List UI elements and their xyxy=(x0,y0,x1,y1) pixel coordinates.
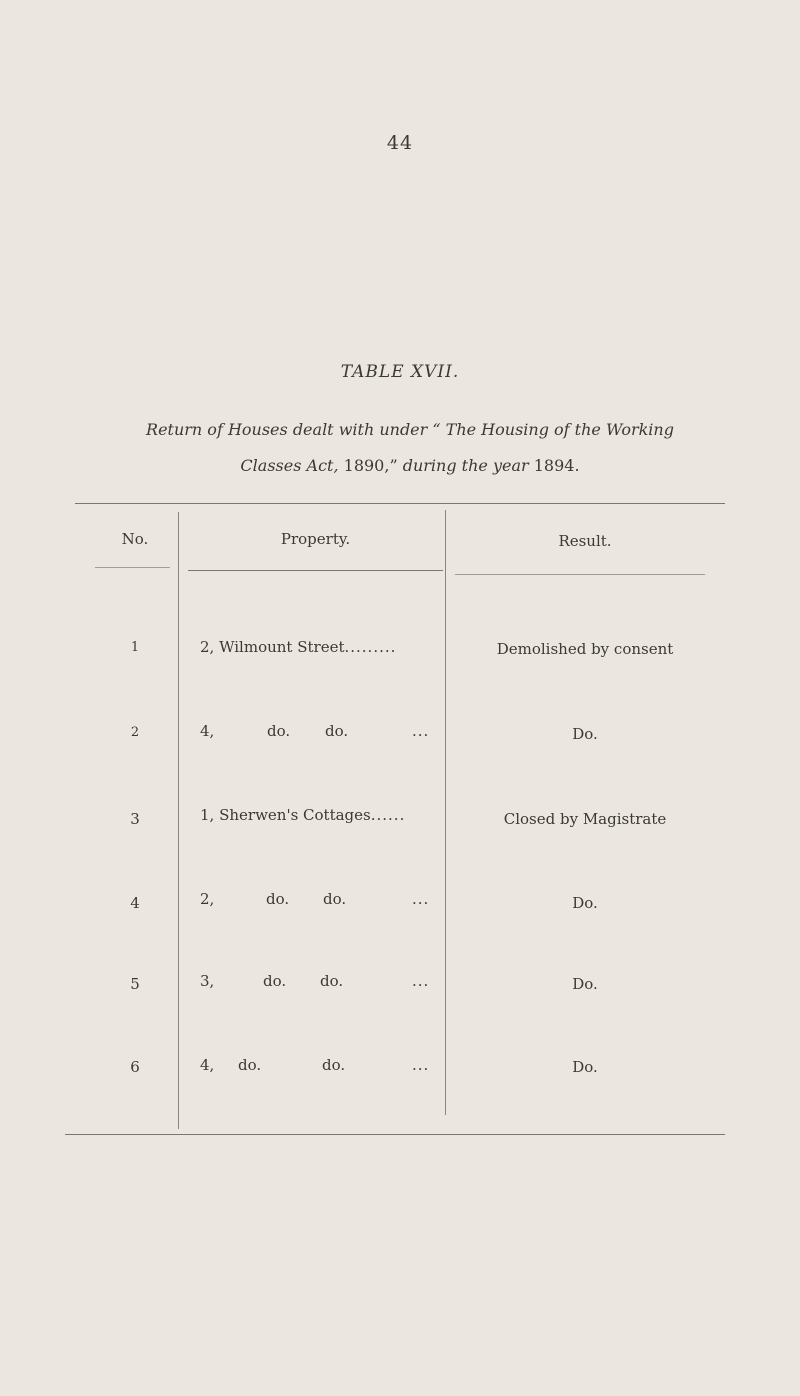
header-no: No. xyxy=(121,530,149,548)
row-4-number: 2, xyxy=(200,890,215,908)
row-2-property xyxy=(200,722,440,740)
caption-act-year: 1890,” xyxy=(343,456,398,475)
row-6-ditto-2: do. xyxy=(322,1056,346,1074)
header-rule-no xyxy=(95,567,170,568)
row-5-number: 3, xyxy=(200,972,215,990)
row-3-no: 3 xyxy=(130,810,140,828)
row-2-no: 2 xyxy=(130,725,140,740)
row-1-result: Demolished by consent xyxy=(496,640,674,658)
row-4-ditto-1: do. xyxy=(266,890,290,908)
header-result: Result. xyxy=(558,532,612,550)
row-4-no: 4 xyxy=(130,894,140,912)
row-1-street: Wilmount Street xyxy=(219,638,345,656)
row-2-result: Do. xyxy=(572,725,598,743)
row-5-no: 5 xyxy=(130,975,140,993)
row-4-property xyxy=(200,890,440,908)
table-bottom-rule xyxy=(65,1134,725,1135)
row-4-result: Do. xyxy=(572,894,598,912)
caption-act: Classes Act, xyxy=(240,456,339,475)
row-1-no: 1 xyxy=(130,640,140,655)
row-2-ditto-1: do. xyxy=(267,722,291,740)
table-caption xyxy=(90,412,730,484)
row-3-number: 1, xyxy=(200,806,215,824)
row-6-result: Do. xyxy=(572,1058,598,1076)
row-6-number: 4, xyxy=(200,1056,215,1074)
caption-year: 1894. xyxy=(533,456,580,475)
row-6-leader: ... xyxy=(412,1056,430,1074)
row-5-ditto-2: do. xyxy=(320,972,344,990)
row-5-result: Do. xyxy=(572,975,598,993)
caption-during: during the year xyxy=(402,456,529,475)
header-property: Property. xyxy=(280,530,351,548)
row-5-property xyxy=(200,972,440,990)
row-4-ditto-2: do. xyxy=(323,890,347,908)
row-5-ditto-1: do. xyxy=(263,972,287,990)
row-3-property xyxy=(200,806,405,824)
row-3-street: Sherwen's Cottages xyxy=(219,806,371,824)
table-title: TABLE XVII. xyxy=(340,362,460,382)
table-top-rule xyxy=(75,503,725,504)
caption-line-1: Return of Houses dealt with under “ The Housing of the Working xyxy=(146,420,674,439)
row-6-property xyxy=(200,1056,440,1074)
row-1-leader: ......... xyxy=(344,638,397,656)
row-3-leader: ...... xyxy=(370,806,406,824)
header-rule-property xyxy=(188,570,443,571)
row-6-no: 6 xyxy=(130,1058,140,1076)
column-divider-2 xyxy=(445,510,446,1115)
header-rule-result xyxy=(455,574,705,575)
page-number: 44 xyxy=(386,132,414,154)
row-2-number: 4, xyxy=(200,722,215,740)
row-1-property xyxy=(200,638,396,656)
row-2-leader: ... xyxy=(412,722,430,740)
row-4-leader: ... xyxy=(412,890,430,908)
row-5-leader: ... xyxy=(412,972,430,990)
row-3-result: Closed by Magistrate xyxy=(503,810,667,828)
row-2-ditto-2: do. xyxy=(325,722,349,740)
row-6-ditto-1: do. xyxy=(238,1056,262,1074)
row-1-number: 2, xyxy=(200,638,215,656)
